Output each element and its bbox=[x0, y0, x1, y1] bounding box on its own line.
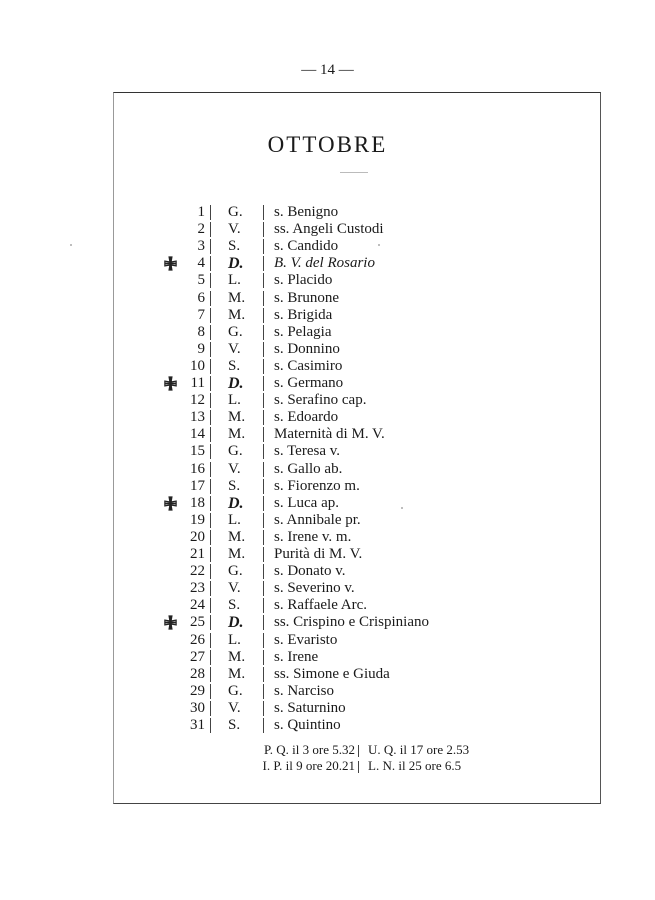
day-row bbox=[0, 666, 655, 683]
column-separator bbox=[210, 701, 211, 716]
day-row bbox=[0, 546, 655, 563]
day-row bbox=[0, 461, 655, 478]
saint-name: s. Teresa v. bbox=[274, 443, 341, 460]
saint-name: s. Gallo ab. bbox=[274, 460, 343, 477]
column-separator bbox=[263, 684, 264, 699]
saint-name: s. Casimiro bbox=[274, 357, 343, 374]
column-separator bbox=[210, 239, 211, 254]
column-separator bbox=[210, 667, 211, 682]
day-number: 1 bbox=[197, 204, 205, 220]
weekday: M. bbox=[228, 409, 246, 426]
day-row bbox=[0, 375, 655, 392]
column-separator bbox=[263, 667, 264, 682]
day-row bbox=[0, 358, 655, 375]
saint-name: Maternità di M. V. bbox=[274, 426, 385, 443]
day-number: 27 bbox=[190, 648, 205, 665]
saint-name: Purità di M. V. bbox=[274, 546, 363, 562]
weekday: V. bbox=[228, 221, 241, 238]
weekday: G. bbox=[228, 563, 243, 580]
paper-speck bbox=[70, 244, 72, 246]
weekday: V. bbox=[228, 580, 241, 597]
day-number: 13 bbox=[190, 409, 205, 426]
day-number: 19 bbox=[190, 511, 205, 528]
saint-name: s. Saturnino bbox=[274, 699, 346, 716]
column-separator bbox=[210, 496, 211, 511]
column-separator bbox=[263, 410, 264, 425]
weekday: M. bbox=[228, 546, 246, 562]
column-separator bbox=[263, 718, 264, 733]
day-row bbox=[0, 495, 655, 512]
weekday: S. bbox=[228, 597, 241, 614]
weekday: D. bbox=[228, 614, 244, 632]
column-separator bbox=[210, 273, 211, 288]
day-row bbox=[0, 409, 655, 426]
column-separator bbox=[263, 239, 264, 254]
day-row bbox=[0, 563, 655, 580]
day-number: 4 bbox=[197, 255, 205, 272]
column-separator bbox=[210, 718, 211, 733]
day-row bbox=[0, 529, 655, 546]
column-separator bbox=[263, 581, 264, 596]
moon-separator bbox=[358, 745, 359, 757]
weekday: L. bbox=[228, 392, 241, 409]
day-row bbox=[0, 512, 655, 529]
column-separator bbox=[210, 205, 211, 220]
day-row bbox=[0, 324, 655, 341]
day-row bbox=[0, 341, 655, 358]
weekday: V. bbox=[228, 340, 241, 357]
column-separator bbox=[263, 308, 264, 323]
column-separator bbox=[263, 393, 264, 408]
column-separator bbox=[263, 564, 264, 579]
saint-name: s. Luca ap. bbox=[274, 494, 339, 511]
day-number: 3 bbox=[197, 238, 205, 255]
day-row bbox=[0, 238, 655, 255]
weekday: S. bbox=[228, 357, 241, 374]
day-row bbox=[0, 290, 655, 307]
day-number: 5 bbox=[197, 272, 205, 289]
moon-phase-left: I. P. il 9 ore 20.21 bbox=[262, 758, 355, 773]
column-separator bbox=[263, 291, 264, 306]
saint-name: s. Serafino cap. bbox=[274, 392, 367, 409]
saint-name: s. Fiorenzo m. bbox=[274, 477, 360, 494]
column-separator bbox=[263, 222, 264, 237]
day-number: 17 bbox=[190, 477, 205, 494]
weekday: V. bbox=[228, 699, 241, 716]
saint-name: s. Brunone bbox=[274, 289, 339, 306]
day-number: 28 bbox=[190, 665, 205, 682]
saint-name: s. Donato v. bbox=[274, 563, 346, 580]
day-row bbox=[0, 307, 655, 324]
day-row bbox=[0, 632, 655, 649]
column-separator bbox=[210, 359, 211, 374]
column-separator bbox=[210, 581, 211, 596]
day-number: 26 bbox=[190, 631, 205, 648]
day-number: 8 bbox=[197, 323, 205, 340]
column-separator bbox=[263, 444, 264, 459]
page-number: — 14 — bbox=[301, 62, 354, 78]
weekday: L. bbox=[228, 631, 241, 648]
saint-name: s. Evaristo bbox=[274, 631, 338, 648]
weekday: L. bbox=[228, 272, 241, 289]
column-separator bbox=[210, 444, 211, 459]
column-separator bbox=[263, 359, 264, 374]
day-number: 24 bbox=[190, 597, 205, 614]
day-row bbox=[0, 426, 655, 443]
moon-phase-line bbox=[0, 758, 655, 775]
day-number: 9 bbox=[197, 340, 205, 357]
weekday: G. bbox=[228, 682, 243, 699]
month-title: OTTOBRE bbox=[267, 132, 388, 157]
column-separator bbox=[210, 256, 211, 271]
weekday: S. bbox=[228, 477, 241, 494]
day-number: 2 bbox=[197, 221, 205, 238]
day-number: 10 bbox=[190, 357, 205, 374]
day-number: 12 bbox=[190, 392, 205, 409]
paper-speck bbox=[401, 507, 403, 509]
saint-name: s. Placido bbox=[274, 272, 333, 289]
column-separator bbox=[263, 701, 264, 716]
moon-phase-left: P. Q. il 3 ore 5.32 bbox=[264, 742, 355, 757]
column-separator bbox=[210, 547, 211, 562]
column-separator bbox=[210, 291, 211, 306]
day-number: 23 bbox=[190, 580, 205, 597]
saint-name: s. Benigno bbox=[274, 204, 339, 220]
weekday: D. bbox=[228, 494, 244, 512]
saint-name: s. Candido bbox=[274, 238, 339, 255]
saint-name: s. Donnino bbox=[274, 340, 340, 357]
column-separator bbox=[210, 530, 211, 545]
column-separator bbox=[210, 684, 211, 699]
weekday: M. bbox=[228, 528, 246, 545]
saint-name: ss. Simone e Giuda bbox=[274, 665, 390, 682]
day-number: 30 bbox=[190, 699, 205, 716]
column-separator bbox=[263, 598, 264, 613]
column-separator bbox=[263, 256, 264, 271]
saint-name: s. Brigida bbox=[274, 306, 333, 323]
column-separator bbox=[210, 410, 211, 425]
day-row bbox=[0, 649, 655, 666]
weekday: S. bbox=[228, 238, 241, 255]
saint-name: ss. Crispino e Crispiniano bbox=[274, 614, 430, 631]
day-number: 29 bbox=[190, 682, 205, 699]
column-separator bbox=[263, 615, 264, 630]
column-separator bbox=[263, 513, 264, 528]
day-number: 6 bbox=[197, 289, 205, 306]
day-row bbox=[0, 700, 655, 717]
saint-name: s. Germano bbox=[274, 375, 344, 391]
column-separator bbox=[210, 342, 211, 357]
day-row bbox=[0, 255, 655, 272]
day-number: 7 bbox=[197, 306, 205, 323]
column-separator bbox=[210, 393, 211, 408]
day-number: 21 bbox=[190, 546, 205, 562]
column-separator bbox=[263, 496, 264, 511]
day-number: 22 bbox=[190, 563, 205, 580]
day-number: 14 bbox=[190, 426, 205, 443]
weekday: G. bbox=[228, 323, 243, 340]
column-separator bbox=[210, 564, 211, 579]
saint-name: s. Irene v. m. bbox=[274, 528, 352, 545]
day-row bbox=[0, 204, 655, 221]
day-number: 15 bbox=[190, 443, 205, 460]
column-separator bbox=[263, 342, 264, 357]
day-number: 31 bbox=[190, 717, 205, 733]
saint-name: s. Edoardo bbox=[274, 409, 339, 426]
saint-name: s. Irene bbox=[274, 648, 319, 665]
weekday: M. bbox=[228, 306, 246, 323]
day-number: 16 bbox=[190, 460, 205, 477]
weekday: M. bbox=[228, 648, 246, 665]
column-separator bbox=[210, 479, 211, 494]
day-number: 20 bbox=[190, 528, 205, 545]
day-number: 11 bbox=[190, 375, 205, 391]
moon-phase-right: U. Q. il 17 ore 2.53 bbox=[368, 742, 470, 757]
column-separator bbox=[263, 205, 264, 220]
saint-name: ss. Angeli Custodi bbox=[274, 221, 384, 238]
column-separator bbox=[263, 650, 264, 665]
day-row bbox=[0, 580, 655, 597]
column-separator bbox=[210, 513, 211, 528]
weekday: M. bbox=[228, 289, 246, 306]
day-row bbox=[0, 221, 655, 238]
day-row bbox=[0, 683, 655, 700]
saint-name: s. Raffaele Arc. bbox=[274, 597, 368, 614]
day-row bbox=[0, 392, 655, 409]
column-separator bbox=[210, 633, 211, 648]
day-row bbox=[0, 614, 655, 631]
column-separator bbox=[210, 427, 211, 442]
moon-separator bbox=[358, 761, 359, 773]
saint-name: s. Quintino bbox=[274, 717, 341, 733]
saint-name: s. Pelagia bbox=[274, 323, 332, 340]
column-separator bbox=[210, 598, 211, 613]
column-separator bbox=[263, 479, 264, 494]
saint-name: s. Narciso bbox=[274, 682, 334, 699]
day-row bbox=[0, 478, 655, 495]
day-number: 25 bbox=[190, 614, 205, 631]
weekday: G. bbox=[228, 443, 243, 460]
saint-name: s. Annibale pr. bbox=[274, 511, 361, 528]
weekday: G. bbox=[228, 204, 243, 220]
day-number: 18 bbox=[190, 494, 205, 511]
paper-speck bbox=[378, 244, 380, 246]
column-separator bbox=[263, 633, 264, 648]
weekday: V. bbox=[228, 460, 241, 477]
column-separator bbox=[210, 308, 211, 323]
weekday: D. bbox=[228, 375, 244, 392]
day-row bbox=[0, 717, 655, 734]
column-separator bbox=[263, 376, 264, 391]
weekday: L. bbox=[228, 511, 241, 528]
title-rule bbox=[340, 172, 368, 173]
weekday: M. bbox=[228, 426, 246, 443]
column-separator bbox=[263, 547, 264, 562]
column-separator bbox=[263, 530, 264, 545]
column-separator bbox=[210, 222, 211, 237]
moon-phase-line bbox=[0, 742, 655, 759]
column-separator bbox=[263, 427, 264, 442]
column-separator bbox=[210, 376, 211, 391]
column-separator bbox=[210, 462, 211, 477]
day-row bbox=[0, 272, 655, 289]
column-separator bbox=[263, 462, 264, 477]
saint-name: s. Severino v. bbox=[274, 580, 355, 597]
day-row bbox=[0, 597, 655, 614]
column-separator bbox=[263, 325, 264, 340]
column-separator bbox=[210, 325, 211, 340]
column-separator bbox=[210, 650, 211, 665]
day-row bbox=[0, 443, 655, 460]
weekday: M. bbox=[228, 665, 246, 682]
weekday: S. bbox=[228, 717, 241, 733]
weekday: D. bbox=[228, 255, 244, 273]
column-separator bbox=[263, 273, 264, 288]
moon-phase-right: L. N. il 25 ore 6.5 bbox=[368, 758, 462, 773]
column-separator bbox=[210, 615, 211, 630]
saint-name: B. V. del Rosario bbox=[274, 255, 375, 272]
